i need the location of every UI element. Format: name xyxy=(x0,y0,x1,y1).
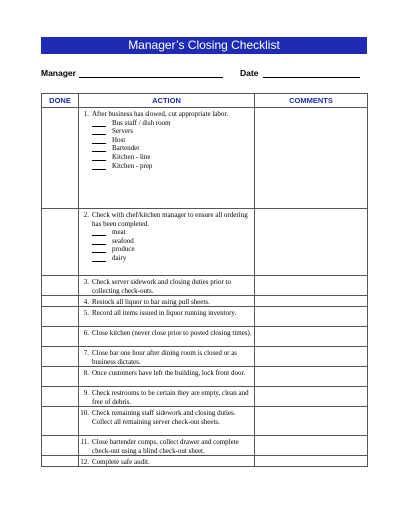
action-cell xyxy=(79,307,255,327)
item-number: 3. xyxy=(83,278,89,286)
list-item xyxy=(92,136,255,145)
action-cell xyxy=(79,456,255,467)
subitem-text: Bartender xyxy=(112,144,140,153)
item-text: After business has slowed, cut appropriate labor. xyxy=(92,110,229,118)
manager-label: Manager xyxy=(41,68,76,78)
action-cell xyxy=(79,436,255,456)
item-number: 12. xyxy=(80,458,89,466)
item-text: Record all items issued in liquor running inventory. xyxy=(92,309,237,317)
item-text: Check server sidework and closing duties prior to collecting check-outs. xyxy=(92,278,231,295)
blank-line[interactable] xyxy=(92,128,106,135)
comments-cell[interactable] xyxy=(255,276,368,296)
comments-cell[interactable] xyxy=(255,209,368,276)
item-number: 6. xyxy=(83,329,89,337)
item-number: 7. xyxy=(83,349,89,357)
blank-line[interactable] xyxy=(92,154,106,161)
comments-cell[interactable] xyxy=(255,327,368,347)
item-text: Check remaining staff sidework and closing duties. Collect all remaining server check-out sheets. xyxy=(92,409,236,426)
blank-line[interactable] xyxy=(92,246,106,253)
subitem-text: Kitchen - line xyxy=(112,152,151,161)
action-cell xyxy=(79,407,255,436)
comments-cell[interactable] xyxy=(255,296,368,307)
date-field[interactable] xyxy=(263,77,360,78)
item-number: 10. xyxy=(80,409,89,417)
subitem-text: seafood xyxy=(112,236,134,245)
item-number: 9. xyxy=(83,389,89,397)
subitem-text: Kitchen - prep xyxy=(112,161,153,170)
action-cell xyxy=(79,327,255,347)
comments-cell[interactable] xyxy=(255,307,368,327)
comments-cell[interactable] xyxy=(255,387,368,407)
blank-line[interactable] xyxy=(92,137,106,144)
table-row xyxy=(42,387,368,407)
action-cell xyxy=(79,367,255,387)
item-text: Close kitchen (never close prior to posted closing times). xyxy=(92,329,252,337)
action-cell xyxy=(79,108,255,209)
blank-line[interactable] xyxy=(92,145,106,152)
list-item xyxy=(92,153,255,162)
item-text: Check with chef/kitchen manager to ensure all ordering has been completed. xyxy=(92,211,248,228)
list-item xyxy=(92,162,255,171)
table-row xyxy=(42,108,368,209)
action-cell xyxy=(79,209,255,276)
subitem-text: Bus staff / dish room xyxy=(112,118,171,127)
list-item xyxy=(92,237,255,246)
list-item xyxy=(92,144,255,153)
comments-cell[interactable] xyxy=(255,407,368,436)
subitem-text: dairy xyxy=(112,253,127,262)
comments-cell[interactable] xyxy=(255,456,368,467)
item-number: 8. xyxy=(83,369,89,377)
header-comments: COMMENTS xyxy=(255,94,368,108)
subitem-text: produce xyxy=(112,245,135,254)
manager-field[interactable] xyxy=(79,77,223,78)
header-fields xyxy=(41,66,367,80)
subitem-text: Servers xyxy=(112,127,133,136)
action-cell xyxy=(79,276,255,296)
blank-line[interactable] xyxy=(92,120,106,127)
action-cell xyxy=(79,296,255,307)
blank-line[interactable] xyxy=(92,255,106,262)
header-action: ACTION xyxy=(79,94,255,108)
table-row xyxy=(42,296,368,307)
table-row xyxy=(42,407,368,436)
table-row xyxy=(42,209,368,276)
table-row xyxy=(42,307,368,327)
date-label: Date xyxy=(240,68,259,78)
comments-cell[interactable] xyxy=(255,367,368,387)
checklist-table xyxy=(41,93,368,467)
table-row xyxy=(42,436,368,456)
item-number: 5. xyxy=(83,309,89,317)
item-text: Close bar one hour after dining room is closed or as business dictates. xyxy=(92,349,238,366)
page-title: Manager’s Closing Checklist xyxy=(41,37,367,54)
blank-line[interactable] xyxy=(92,229,106,236)
list-item xyxy=(92,254,255,263)
blank-line[interactable] xyxy=(92,238,106,245)
blank-line[interactable] xyxy=(92,163,106,170)
table-row xyxy=(42,327,368,347)
table-row xyxy=(42,347,368,367)
comments-cell[interactable] xyxy=(255,436,368,456)
item-number: 4. xyxy=(83,298,89,306)
item-number: 1. xyxy=(83,110,89,118)
subitem-text: Host xyxy=(112,135,126,144)
comments-cell[interactable] xyxy=(255,108,368,209)
list-item xyxy=(92,245,255,254)
table-header-row xyxy=(42,94,368,108)
list-item xyxy=(92,119,255,128)
table-row xyxy=(42,276,368,296)
action-cell xyxy=(79,347,255,367)
item-number: 2. xyxy=(83,211,89,219)
table-row xyxy=(42,367,368,387)
list-item xyxy=(92,127,255,136)
item-number: 11. xyxy=(80,438,89,446)
comments-cell[interactable] xyxy=(255,347,368,367)
subitem-text: meat xyxy=(112,228,126,237)
list-item xyxy=(92,228,255,237)
action-cell xyxy=(79,387,255,407)
item-text: Restock all liquor to bar using pull sheets. xyxy=(92,298,210,306)
item-text: Once customers have left the building, lock front door. xyxy=(92,369,246,377)
item-text: Complete safe audit. xyxy=(92,458,150,466)
item-text: Check restrooms to be certain they are empty, clean and free of debris. xyxy=(92,389,249,406)
item-text: Close bartender comps, collect drawer and complete check-out using a blind check-out sheet. xyxy=(92,438,239,455)
table-row xyxy=(42,456,368,467)
header-done: DONE xyxy=(42,94,79,108)
